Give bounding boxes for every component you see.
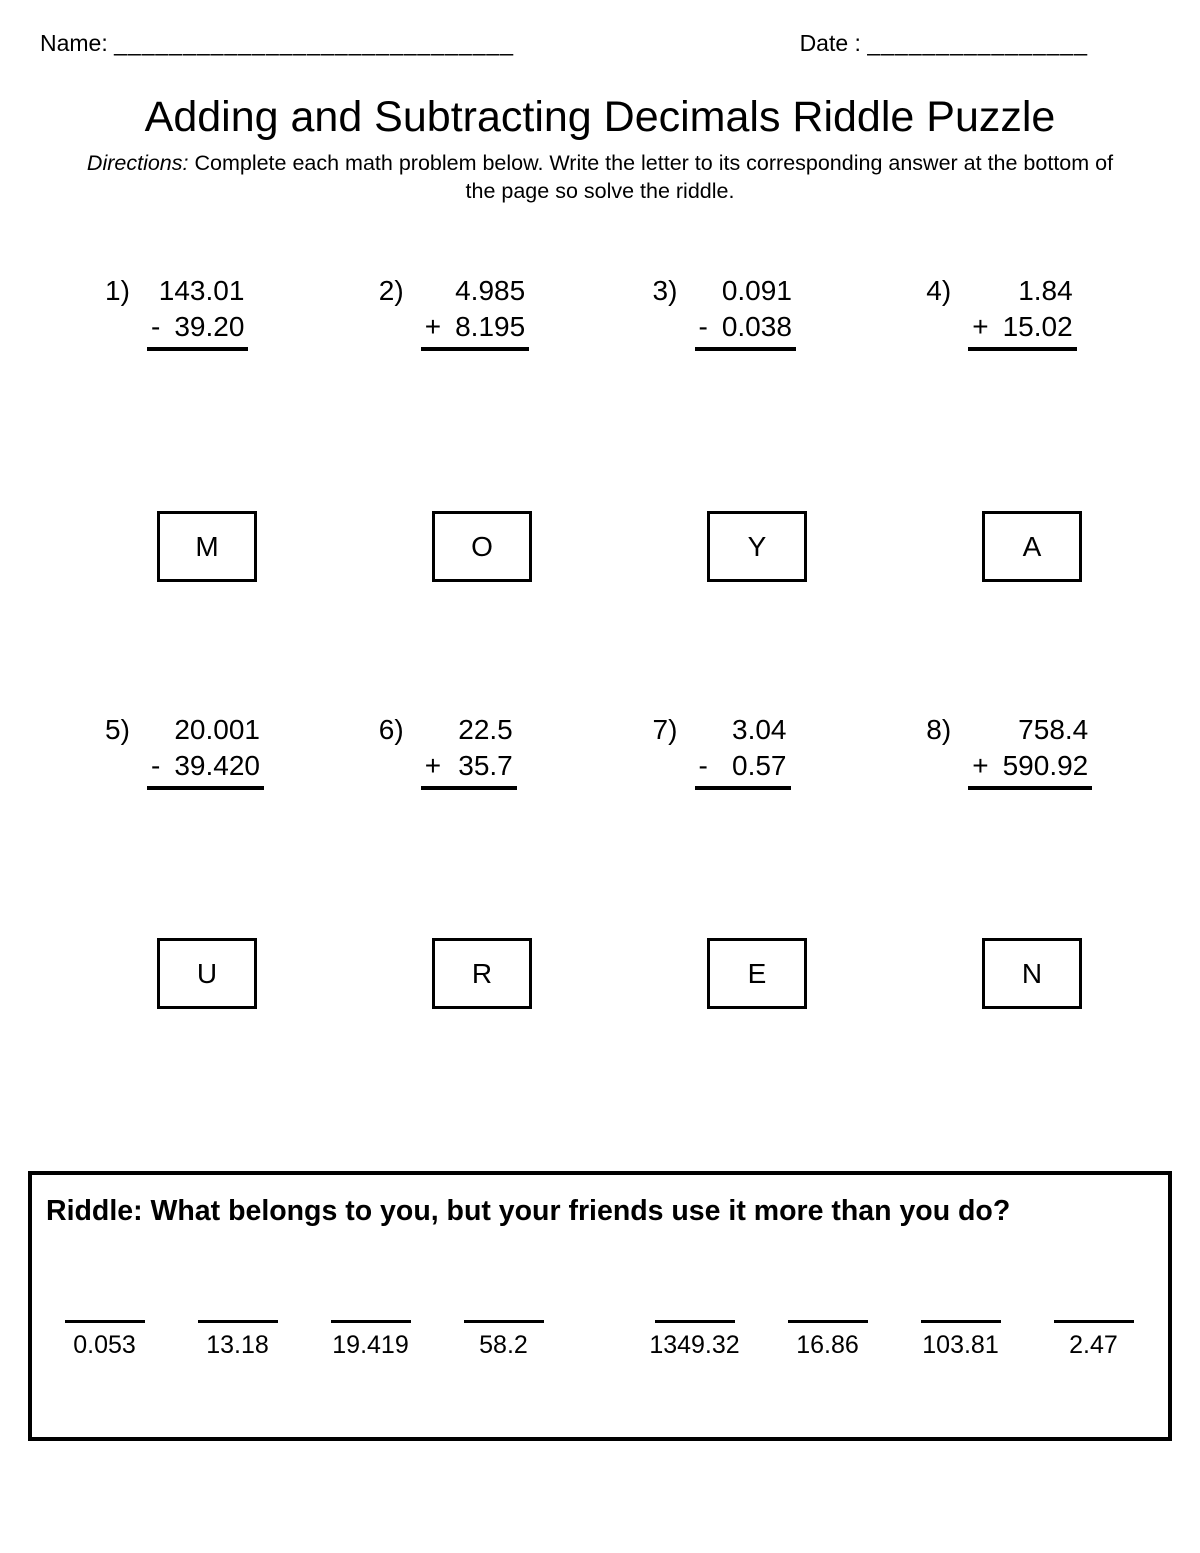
letter-box-r <box>432 938 532 1009</box>
problem-7 <box>653 714 927 790</box>
letter-boxes-row-2 <box>0 938 1200 1009</box>
top-operand: 20.001 <box>174 714 260 746</box>
name-blank-line: _____________________________ <box>114 30 515 56</box>
date-label: Date : <box>799 30 861 56</box>
letter-box-m <box>157 511 257 582</box>
answer-blank-7 <box>913 1320 1008 1360</box>
bottom-operand-row <box>968 750 1092 790</box>
answer-blanks <box>32 1320 1168 1360</box>
problems-row-2 <box>0 714 1200 790</box>
letter-box-u <box>157 938 257 1009</box>
problem-6 <box>379 714 653 790</box>
operator: - <box>151 311 161 343</box>
top-operand: 3.04 <box>732 714 787 746</box>
top-operand: 22.5 <box>458 714 513 746</box>
top-operand: 143.01 <box>158 275 245 307</box>
answer-value: 13.18 <box>206 1331 269 1360</box>
problem-number: 1) <box>105 275 130 307</box>
date-blank-line: ________________ <box>867 30 1088 56</box>
problem-number: 8) <box>926 714 952 746</box>
blank-line <box>198 1320 278 1323</box>
bottom-operand-row <box>421 311 529 351</box>
problem-number: 4) <box>926 275 952 307</box>
bottom-operand: 8.195 <box>455 311 526 343</box>
operator: + <box>424 750 442 782</box>
answer-blank-2 <box>190 1320 285 1360</box>
bottom-operand: 15.02 <box>1002 311 1073 343</box>
operator: - <box>698 311 708 343</box>
operator: + <box>424 311 442 343</box>
answer-value: 103.81 <box>922 1331 999 1360</box>
top-operand: 0.091 <box>721 275 792 307</box>
bottom-operand: 39.20 <box>174 311 245 343</box>
problem-4 <box>926 275 1200 351</box>
answer-blank-5 <box>647 1320 742 1360</box>
problem-number: 3) <box>652 275 678 307</box>
blank-line <box>464 1320 544 1323</box>
problem-stack <box>147 275 248 351</box>
bottom-operand-row <box>695 311 796 351</box>
letter-boxes-row-1 <box>0 511 1200 582</box>
directions-text: Complete each math problem below. Write the letter to its corresponding answer at the bottom of the page so solve the riddle. <box>194 151 1114 203</box>
header <box>0 0 1200 57</box>
bottom-operand-row <box>147 750 264 790</box>
bottom-operand: 35.7 <box>458 750 513 782</box>
problem-stack <box>421 275 529 351</box>
top-operand: 758.4 <box>1018 714 1089 746</box>
problem-stack <box>421 714 517 790</box>
problem-number: 6) <box>378 714 404 746</box>
answer-value: 16.86 <box>796 1331 859 1360</box>
answer-blank-6 <box>780 1320 875 1360</box>
page-title: Adding and Subtracting Decimals Riddle Puzzle <box>144 93 1056 141</box>
letter-label: Y <box>747 530 767 562</box>
problem-stack <box>968 275 1076 351</box>
problem-number: 2) <box>378 275 404 307</box>
problem-5 <box>105 714 379 790</box>
problem-stack <box>695 714 791 790</box>
bottom-operand-row <box>968 311 1076 351</box>
blank-line <box>1054 1320 1134 1323</box>
problem-stack <box>968 714 1092 790</box>
letter-label: N <box>1021 957 1043 989</box>
answer-value: 58.2 <box>479 1331 528 1360</box>
riddle-title: Riddle: What belongs to you, but your friends use it more than you do? <box>46 1195 1011 1228</box>
top-operand: 4.985 <box>455 275 526 307</box>
operator: + <box>972 311 989 343</box>
answer-blank-8 <box>1046 1320 1141 1360</box>
date-field <box>800 30 1088 57</box>
name-field <box>40 30 514 57</box>
answer-blank-1 <box>57 1320 152 1360</box>
bottom-operand-row <box>147 311 248 351</box>
blank-line <box>788 1320 868 1323</box>
answer-blank-4 <box>456 1320 551 1360</box>
bottom-operand: 590.92 <box>1002 750 1089 782</box>
riddle-box <box>28 1171 1172 1441</box>
problem-stack <box>147 714 264 790</box>
letter-label: A <box>1022 530 1042 562</box>
blank-line <box>921 1320 1001 1323</box>
operator: + <box>972 750 989 782</box>
bottom-operand-row <box>421 750 517 790</box>
letter-label: E <box>747 957 767 989</box>
answer-value: 0.053 <box>73 1331 136 1360</box>
problem-stack <box>695 275 796 351</box>
letter-box-a <box>982 511 1082 582</box>
operator: - <box>151 750 161 782</box>
directions <box>78 150 1122 205</box>
bottom-operand-row <box>695 750 791 790</box>
problem-2 <box>379 275 653 351</box>
problem-3 <box>653 275 927 351</box>
blank-line <box>331 1320 411 1323</box>
bottom-operand: 0.57 <box>732 750 787 782</box>
letter-box-n <box>982 938 1082 1009</box>
blank-line <box>65 1320 145 1323</box>
letter-label: M <box>195 530 219 562</box>
bottom-operand: 0.038 <box>721 311 792 343</box>
name-label: Name: <box>40 30 108 56</box>
letter-label: R <box>471 957 493 989</box>
problems-row-1 <box>0 275 1200 351</box>
operator: - <box>698 750 708 782</box>
problem-number: 5) <box>105 714 130 746</box>
problem-8 <box>926 714 1200 790</box>
top-operand: 1.84 <box>1018 275 1073 307</box>
problem-number: 7) <box>652 714 678 746</box>
bottom-operand: 39.420 <box>174 750 260 782</box>
problem-1 <box>105 275 379 351</box>
letter-label: O <box>471 530 493 562</box>
answer-value: 1349.32 <box>649 1331 740 1360</box>
answer-value: 19.419 <box>332 1331 409 1360</box>
letter-box-e <box>707 938 807 1009</box>
directions-label: Directions: <box>86 151 189 175</box>
letter-box-y <box>707 511 807 582</box>
answer-blank-3 <box>323 1320 418 1360</box>
letter-box-o <box>432 511 532 582</box>
blank-line <box>655 1320 735 1323</box>
answer-value: 2.47 <box>1069 1331 1118 1360</box>
letter-label: U <box>196 957 218 989</box>
